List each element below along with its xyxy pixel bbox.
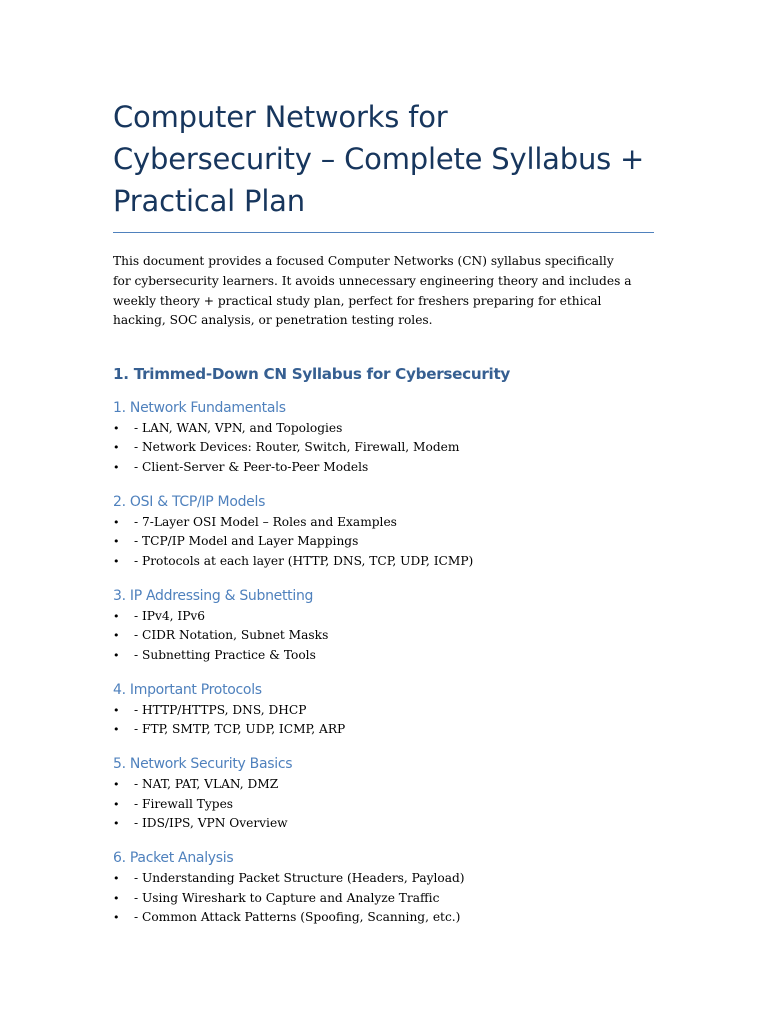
bullet-icon: • <box>113 778 120 792</box>
list-item-text: - Common Attack Patterns (Spoofing, Scanning, etc.) <box>134 909 461 924</box>
list-item <box>113 646 655 665</box>
group-heading: 1. Network Fundamentals <box>113 400 286 417</box>
bullet-icon: • <box>113 441 120 455</box>
list-item-text: - Network Devices: Router, Switch, Firewall, Modem <box>134 440 460 455</box>
list-item-text: - NAT, PAT, VLAN, DMZ <box>134 777 279 792</box>
list-item-text: - CIDR Notation, Subnet Masks <box>134 628 329 643</box>
group-heading: 4. Important Protocols <box>113 681 262 698</box>
list-item-text: - IDS/IPS, VPN Overview <box>134 816 288 831</box>
list-item-text: - HTTP/HTTPS, DNS, DHCP <box>134 702 307 717</box>
list-item <box>113 552 655 571</box>
syllabus-groups <box>113 400 655 927</box>
syllabus-group <box>113 682 655 740</box>
list-item <box>113 626 655 645</box>
list-item-text: - Firewall Types <box>134 796 234 811</box>
syllabus-group <box>113 756 655 833</box>
list-item-text: - IPv4, IPv6 <box>134 608 206 623</box>
bullet-list <box>113 607 655 665</box>
list-item <box>113 814 655 833</box>
syllabus-group <box>113 588 655 665</box>
bullet-list <box>113 701 655 740</box>
list-item <box>113 532 655 551</box>
list-item-text: - Using Wireshark to Capture and Analyze Traffic <box>134 890 440 905</box>
list-item-text: - Subnetting Practice & Tools <box>134 647 316 662</box>
document-title: Computer Networks for Cybersecurity – Complete Syllabus + Practical Plan <box>113 100 645 218</box>
list-item <box>113 869 655 888</box>
bullet-icon: • <box>113 891 120 905</box>
list-item-text: - FTP, SMTP, TCP, UDP, ICMP, ARP <box>134 722 346 737</box>
group-heading: 5. Network Security Basics <box>113 756 293 773</box>
bullet-icon: • <box>113 817 120 831</box>
group-heading: 2. OSI & TCP/IP Models <box>113 494 266 511</box>
list-item <box>113 513 655 532</box>
list-item <box>113 908 655 927</box>
list-item-text: - 7-Layer OSI Model – Roles and Examples <box>134 515 397 530</box>
bullet-list <box>113 513 655 571</box>
syllabus-group <box>113 850 655 927</box>
list-item <box>113 775 655 794</box>
list-item <box>113 889 655 908</box>
title-underline <box>113 232 654 233</box>
bullet-icon: • <box>113 629 120 643</box>
bullet-icon: • <box>113 554 120 568</box>
bullet-icon: • <box>113 648 120 662</box>
bullet-icon: • <box>113 422 120 436</box>
bullet-icon: • <box>113 460 120 474</box>
syllabus-group <box>113 400 655 477</box>
bullet-icon: • <box>113 723 120 737</box>
list-item-text: - Client-Server & Peer-to-Peer Models <box>134 459 369 474</box>
list-item <box>113 458 655 477</box>
bullet-icon: • <box>113 872 120 886</box>
bullet-icon: • <box>113 703 120 717</box>
list-item-text: - TCP/IP Model and Layer Mappings <box>134 534 359 549</box>
section-heading: 1. Trimmed-Down CN Syllabus for Cybersecurity <box>113 365 510 384</box>
list-item <box>113 795 655 814</box>
list-item <box>113 607 655 626</box>
bullet-list <box>113 869 655 927</box>
list-item-text: - Understanding Packet Structure (Headers, Payload) <box>134 871 465 886</box>
bullet-icon: • <box>113 609 120 623</box>
list-item-text: - Protocols at each layer (HTTP, DNS, TCP, UDP, ICMP) <box>134 553 474 568</box>
bullet-icon: • <box>113 797 120 811</box>
group-heading: 3. IP Addressing & Subnetting <box>113 587 314 604</box>
bullet-list <box>113 419 655 477</box>
bullet-list <box>113 775 655 833</box>
list-item-text: - LAN, WAN, VPN, and Topologies <box>134 421 343 436</box>
list-item <box>113 419 655 438</box>
bullet-icon: • <box>113 910 120 924</box>
list-item <box>113 438 655 457</box>
list-item <box>113 720 655 739</box>
syllabus-group <box>113 494 655 571</box>
intro-paragraph: This document provides a focused Computer Networks (CN) syllabus specifically for cybersecurity learners. It avoids unnecessary engineering theory and includes a weekly theory + practical study plan, perfect for freshers preparing for ethical hacking, SOC analysis, or penetration testing roles. <box>113 254 632 328</box>
list-item <box>113 701 655 720</box>
bullet-icon: • <box>113 516 120 530</box>
bullet-icon: • <box>113 535 120 549</box>
group-heading: 6. Packet Analysis <box>113 850 234 867</box>
